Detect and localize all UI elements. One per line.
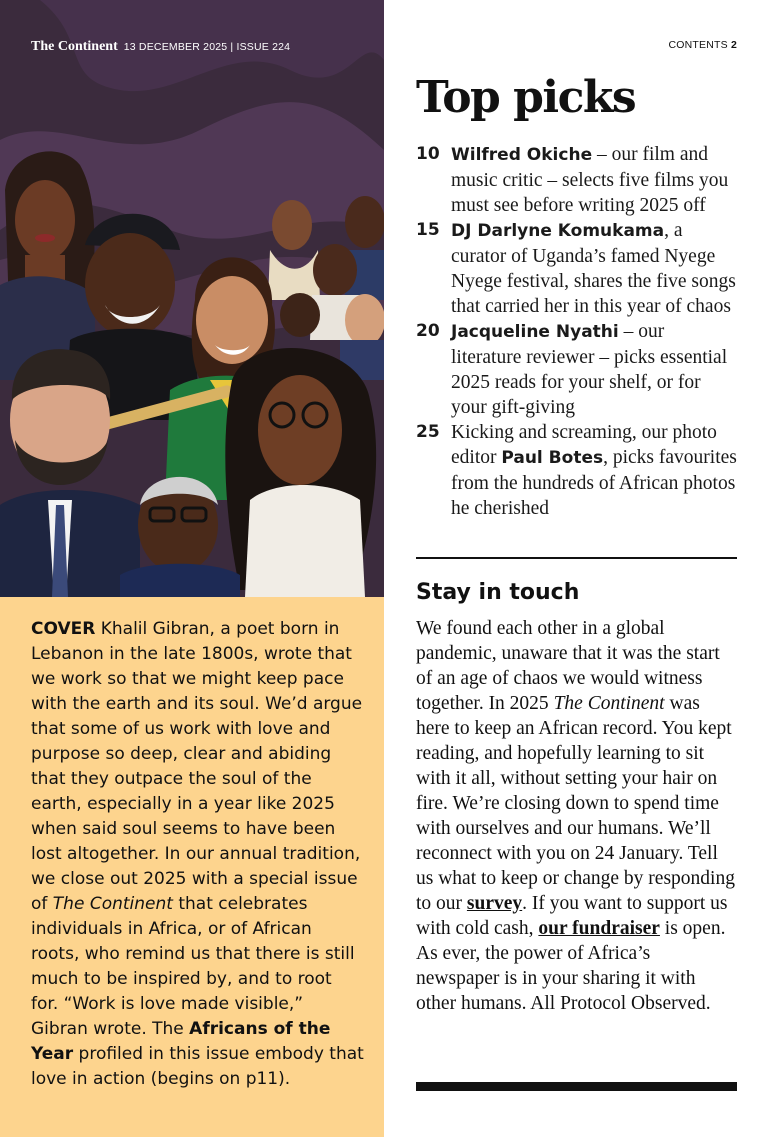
bottom-rule bbox=[416, 1082, 737, 1091]
top-picks-list bbox=[416, 142, 738, 521]
publication-name: The Continent bbox=[31, 39, 118, 54]
issue-date: 13 DECEMBER 2025 | ISSUE 224 bbox=[123, 41, 291, 53]
pick-item[interactable] bbox=[416, 218, 738, 319]
pick-description: , picks favourites from the hundreds of African photos he cherished bbox=[451, 447, 737, 519]
stay-publication-name: The Continent bbox=[553, 693, 665, 714]
stay-text-part1: We found each other in a global pandemic, unaware that it was the start of an age of chaos we would witness together. In 2025 bbox=[416, 618, 720, 714]
pick-page-number: 20 bbox=[416, 321, 440, 341]
pick-item[interactable] bbox=[416, 142, 738, 218]
page-number: 2 bbox=[730, 39, 737, 51]
pick-description: – our literature reviewer – picks essential 2025 reads for your shelf, or for your gift-giving bbox=[451, 321, 728, 418]
survey-link[interactable]: survey bbox=[466, 893, 523, 914]
cover-text-part2: that celebrates individuals in Africa, or of African roots, who remind us that there is still much to be inspired by, and to root for. “Work is love made visible,” Gibran wrote. The bbox=[31, 894, 355, 1039]
pick-description: , a curator of Uganda’s famed Nyege Nyege festival, shares the five songs that carried her in this year of chaos bbox=[451, 220, 736, 317]
stay-text-part4: is open. As ever, the power of Africa’s newspaper is in your sharing it with other humans. All Protocol Observed. bbox=[416, 918, 726, 1014]
pick-intro: Kicking and screaming, our photo editor bbox=[451, 422, 717, 468]
contents-label-text: CONTENTS bbox=[668, 39, 728, 51]
page-title: Top picks bbox=[416, 72, 636, 123]
pick-name: DJ Darlyne Komukama bbox=[451, 221, 665, 241]
fundraiser-link[interactable]: our fundraiser bbox=[538, 918, 660, 939]
cover-illustration-art bbox=[0, 0, 384, 597]
stay-in-touch-heading: Stay in touch bbox=[416, 580, 580, 605]
cover-highlight: Africans of the Year bbox=[31, 1019, 331, 1064]
cover-caption bbox=[31, 617, 364, 1092]
cover-label: COVER bbox=[31, 619, 96, 639]
masthead bbox=[31, 37, 290, 55]
cover-illustration bbox=[0, 0, 384, 597]
pick-page-number: 25 bbox=[416, 422, 440, 442]
cover-text-part3: profiled in this issue embody that love in action (begins on p11). bbox=[31, 1044, 364, 1089]
cover-text-part1: Khalil Gibran, a poet born in Lebanon in the late 1800s, wrote that we work so that we might keep pace with the earth and its soul. We’d argue that some of us work with love and purpose so deep, clear and abiding that they outpace the soul of the earth, especially in a year like 2025 when said soul seems to have been lost altogether. In our annual tradition, we close out 2025 with a special issue of bbox=[31, 619, 363, 914]
stay-text-part3: . If you want to support us with cold cash, bbox=[416, 893, 728, 939]
pick-text bbox=[451, 420, 738, 521]
cover-publication-name: The Continent bbox=[52, 894, 173, 914]
contents-page-label bbox=[668, 39, 737, 51]
pick-text bbox=[451, 142, 738, 218]
pick-text bbox=[451, 218, 738, 319]
pick-item[interactable] bbox=[416, 319, 738, 420]
pick-text bbox=[451, 319, 738, 420]
pick-page-number: 15 bbox=[416, 220, 440, 240]
pick-description: – our film and music critic – selects five films you must see before writing 2025 off bbox=[451, 144, 729, 216]
section-divider bbox=[416, 557, 737, 559]
pick-name: Jacqueline Nyathi bbox=[451, 322, 619, 342]
stay-in-touch-body bbox=[416, 616, 738, 1016]
pick-page-number: 10 bbox=[416, 144, 440, 164]
stay-text-part2: was here to keep an African record. You kept reading, and hopefully learning to sit with it all, without setting your hair on fire. We’re closing down to spend time with ourselves and our humans. We’ll reconnect with you on 24 January. Tell us what to keep or change by responding to our bbox=[416, 693, 735, 914]
pick-item[interactable] bbox=[416, 420, 738, 521]
pick-name: Paul Botes bbox=[501, 448, 604, 468]
pick-name: Wilfred Okiche bbox=[451, 145, 593, 165]
